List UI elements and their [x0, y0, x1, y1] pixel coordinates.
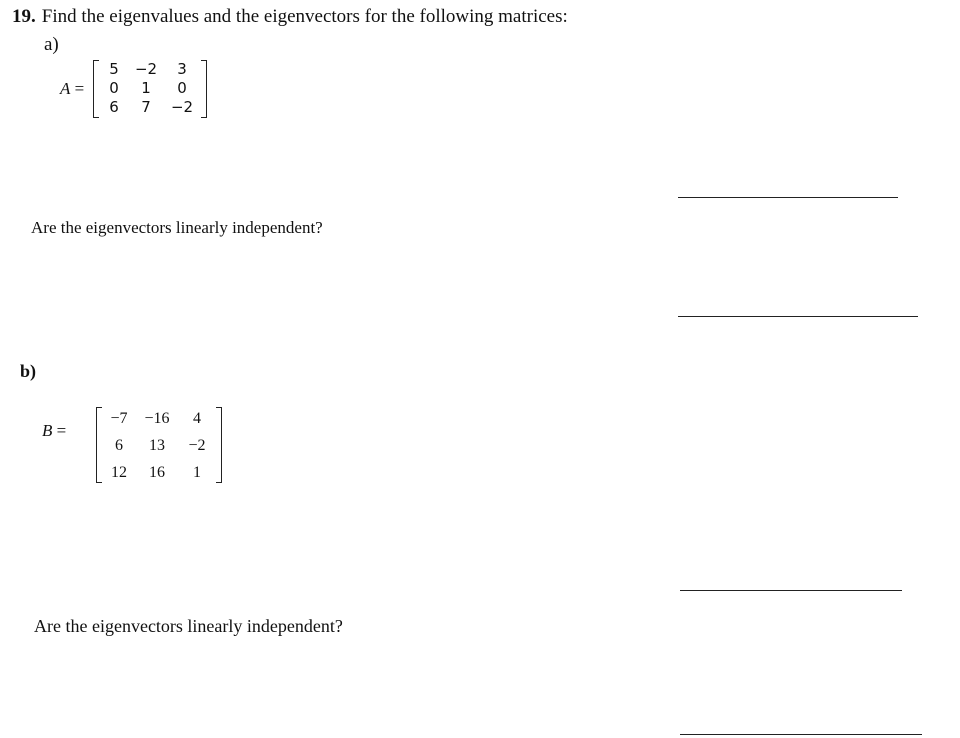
matrix-a-cell: 1	[141, 79, 151, 97]
matrix-a-cell: 5	[109, 60, 119, 78]
matrix-a-cell: 3	[177, 60, 187, 78]
matrix-b-cell: 16	[149, 464, 165, 481]
part-a-label: a)	[44, 34, 59, 55]
question-b-independence: Are the eigenvectors linearly independent?	[34, 616, 343, 636]
matrix-b-cell: −2	[188, 437, 206, 454]
matrix-b-cell: 13	[149, 437, 165, 454]
matrix-b-cell: 1	[193, 464, 201, 481]
matrix-a-cell: −2	[134, 60, 158, 78]
matrix-a-cells	[99, 60, 201, 118]
matrix-a-cell: 0	[109, 79, 119, 97]
matrix-a-cell: 0	[177, 79, 187, 97]
matrix-a-right-bracket	[201, 60, 207, 118]
matrix-b-cell: −16	[144, 410, 170, 427]
answer-line-a-independence[interactable]	[678, 316, 918, 317]
matrix-b-cell: −7	[110, 410, 128, 427]
matrix-b-right-bracket	[216, 407, 222, 483]
matrix-b-cells	[102, 405, 216, 483]
matrix-b-name: B	[42, 421, 53, 440]
matrix-b-cell: 12	[111, 464, 127, 481]
matrix-a-cell: 7	[141, 98, 151, 116]
answer-line-b-eigen[interactable]	[680, 590, 902, 591]
matrix-a-cell: 6	[109, 98, 119, 116]
matrix-a-name: A	[60, 79, 71, 98]
matrix-b	[96, 407, 222, 483]
question-a-independence: Are the eigenvectors linearly independent?	[31, 218, 323, 237]
matrix-b-cell: 6	[115, 437, 123, 454]
matrix-a-cell: −2	[170, 98, 194, 116]
matrix-b-label	[42, 421, 66, 441]
matrix-b-equals: =	[56, 421, 67, 440]
matrix-a	[93, 60, 207, 118]
part-b-label: b)	[20, 361, 37, 381]
matrix-a-equals: =	[74, 79, 85, 98]
answer-line-b-independence[interactable]	[680, 734, 922, 735]
matrix-a-label	[60, 79, 84, 99]
question-prompt: Find the eigenvalues and the eigenvectors for the following matrices:	[41, 6, 568, 27]
question-header	[12, 6, 568, 28]
question-number: 19.	[12, 6, 36, 27]
matrix-b-cell: 4	[193, 410, 201, 427]
answer-line-a-eigen[interactable]	[678, 197, 898, 198]
